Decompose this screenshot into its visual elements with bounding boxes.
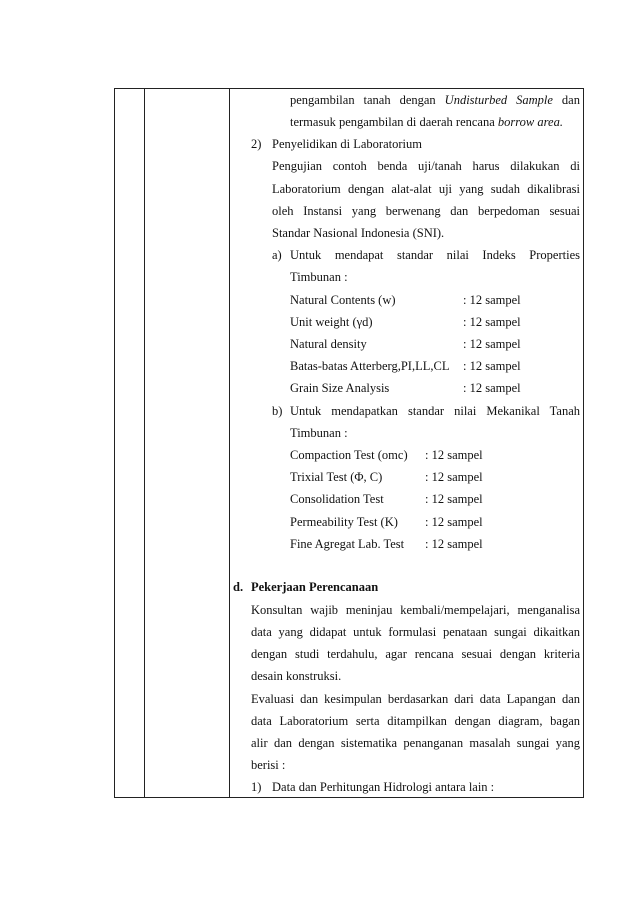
sample-count: : 12 sampel [463, 293, 521, 307]
paragraph-line: Evaluasi dan kesimpulan berdasarkan dari data Lapangan dan [251, 692, 580, 706]
paragraph-line: data yang didapat untuk formulasi penataan sungai dikaitkan [251, 625, 580, 639]
paragraph-line: Laboratorium dengan alat-alat uji yang sudah dikalibrasi [272, 182, 580, 196]
sample-count: : 12 sampel [425, 515, 483, 529]
list-text: Timbunan : [290, 426, 348, 440]
sample-count: : 12 sampel [425, 537, 483, 551]
continuation-line: pengambilan tanah dengan Undisturbed Sample dan [290, 93, 580, 107]
paragraph-line: berisi : [251, 758, 286, 772]
table-border-top [114, 88, 584, 89]
section-number: 2) [251, 137, 262, 151]
table-border-left [114, 88, 115, 798]
paragraph-line: Konsultan wajib meninjau kembali/mempelajari, menganalisa [251, 603, 580, 617]
paragraph-line: oleh Instansi yang berwenang dan berpedoman sesuai [272, 204, 580, 218]
test-name: Permeability Test (K) [290, 515, 398, 529]
section-heading: Pekerjaan Perencanaan [251, 580, 379, 594]
subsection-number: 1) [251, 780, 262, 794]
sample-count: : 12 sampel [463, 381, 521, 395]
section-title: Penyelidikan di Laboratorium [272, 137, 422, 151]
section-label: d. [233, 580, 244, 594]
list-text: Untuk mendapat standar nilai Indeks Properties [290, 248, 580, 262]
test-name: Trixial Test (Φ, C) [290, 470, 383, 484]
test-name: Natural density [290, 337, 367, 351]
paragraph-line: Standar Nasional Indonesia (SNI). [272, 226, 445, 240]
paragraph-line: desain konstruksi. [251, 669, 342, 683]
sample-count: : 12 sampel [463, 315, 521, 329]
paragraph-line: alir dan dengan sistematika penanganan masalah sungai yang [251, 736, 580, 750]
sample-count: : 12 sampel [425, 448, 483, 462]
table-border-right [583, 88, 584, 798]
paragraph-line: Pengujian contoh benda uji/tanah harus dilakukan di [272, 159, 580, 173]
continuation-line: termasuk pengambilan di daerah rencana borrow area. [290, 115, 563, 129]
test-name: Fine Agregat Lab. Test [290, 537, 405, 551]
test-name: Natural Contents (w) [290, 293, 396, 307]
test-name: Consolidation Test [290, 492, 384, 506]
paragraph-line: dengan studi terdahulu, agar rencana sesuai dengan kriteria [251, 647, 580, 661]
list-label: a) [272, 248, 282, 262]
list-text: Untuk mendapatkan standar nilai Mekanikal Tanah [290, 404, 580, 418]
test-name: Batas-batas Atterberg,PI,LL,CL [290, 359, 450, 373]
sample-count: : 12 sampel [463, 359, 521, 373]
paragraph-line: data Laboratorium serta ditampilkan dengan diagram, bagan [251, 714, 580, 728]
test-name: Unit weight (γd) [290, 315, 373, 329]
test-name: Grain Size Analysis [290, 381, 390, 395]
sample-count: : 12 sampel [463, 337, 521, 351]
sample-count: : 12 sampel [425, 470, 483, 484]
table-column-divider [144, 88, 145, 798]
test-name: Compaction Test (omc) [290, 448, 408, 462]
subsection-title: Data dan Perhitungan Hidrologi antara lain : [272, 780, 495, 794]
table-column-divider [229, 88, 230, 798]
list-label: b) [272, 404, 283, 418]
sample-count: : 12 sampel [425, 492, 483, 506]
list-text: Timbunan : [290, 270, 348, 284]
table-border-bottom [114, 797, 584, 798]
